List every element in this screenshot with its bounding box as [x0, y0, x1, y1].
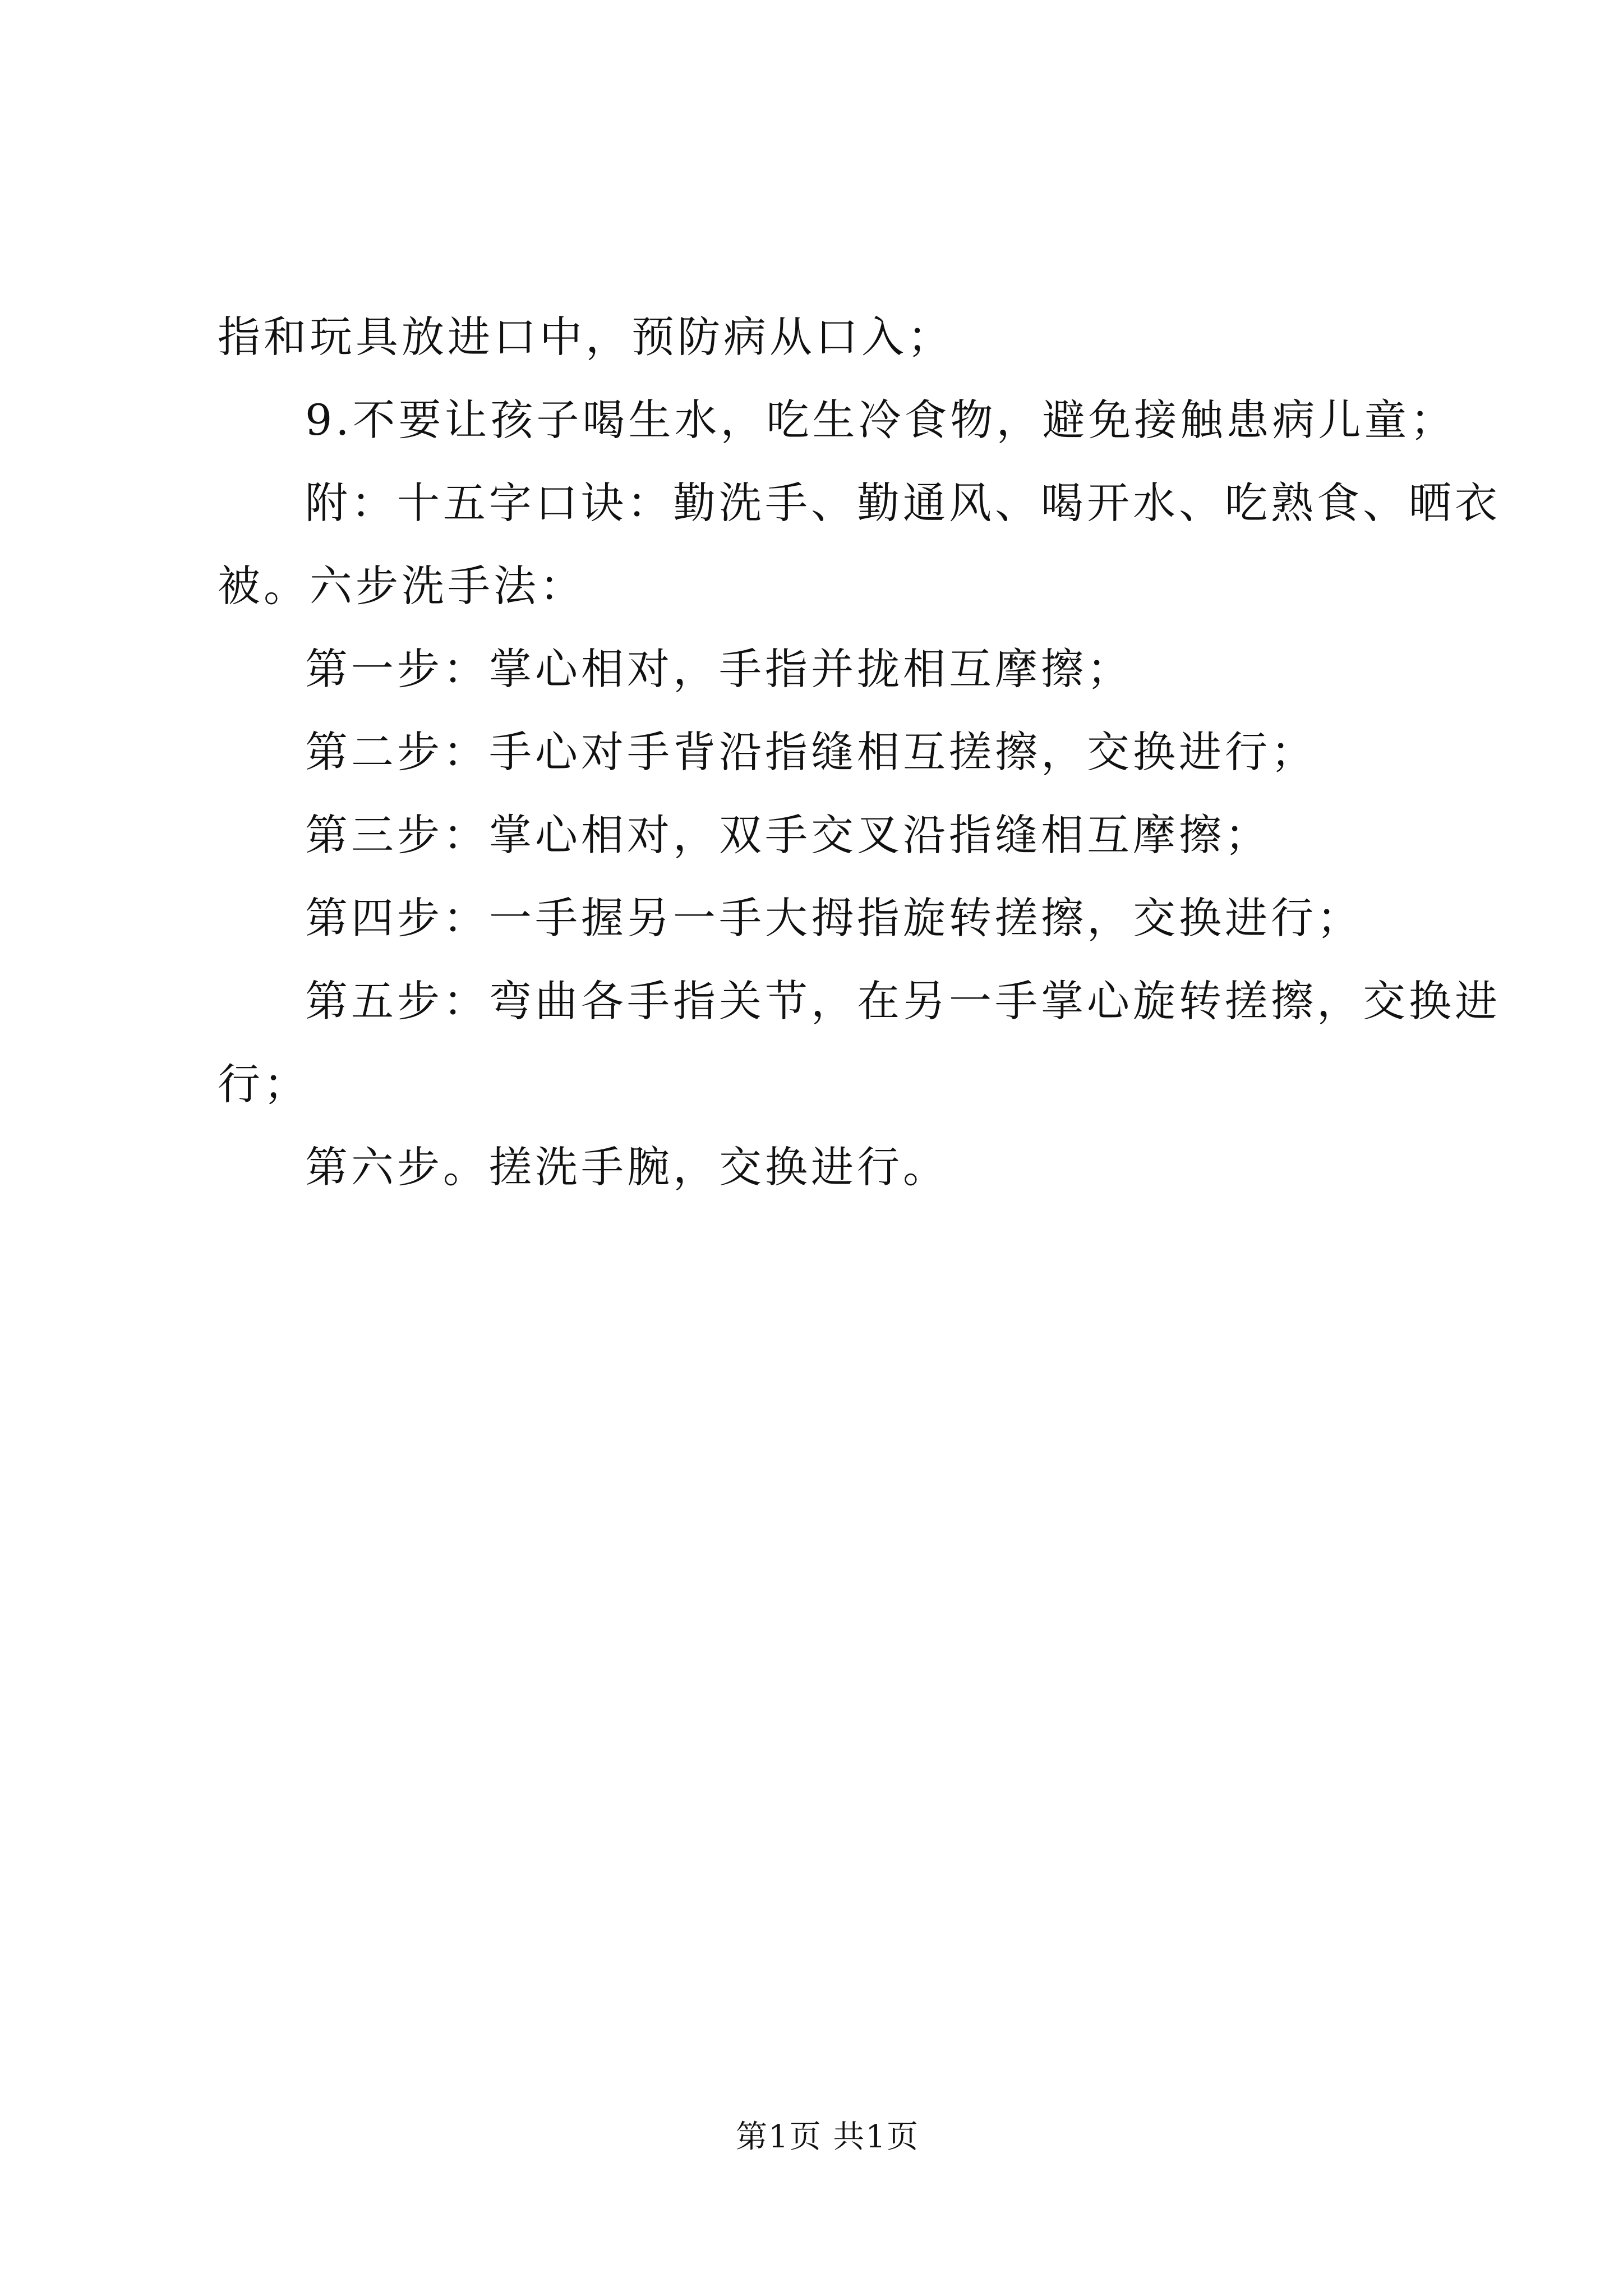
- text-line-6: 第二步：手心对手背沿指缝相互搓擦，交换进行；: [305, 727, 1317, 777]
- text-line-4: 被。六步洗手法：: [218, 561, 585, 611]
- text-line-3: 附：十五字口诀：勤洗手、勤通风、喝开水、吃熟食、晒衣: [305, 478, 1501, 528]
- text-line-10: 行；: [218, 1059, 310, 1109]
- text-line-5: 第一步：掌心相对，手指并拢相互摩擦；: [305, 644, 1133, 694]
- text-line-2: 9.不要让孩子喝生水，吃生冷食物，避免接触患病儿童；: [305, 395, 1456, 445]
- text-line-9: 第五步：弯曲各手指关节，在另一手掌心旋转搓擦，交换进: [305, 976, 1501, 1026]
- page-number-footer: 第1页 共1页: [736, 2119, 920, 2155]
- text-line-11: 第六步。搓洗手腕，交换进行。: [305, 1142, 949, 1192]
- text-line-7: 第三步：掌心相对，双手交叉沿指缝相互摩擦；: [305, 810, 1271, 860]
- text-line-1: 指和玩具放进口中，预防病从口入；: [218, 312, 953, 362]
- text-line-8: 第四步：一手握另一手大拇指旋转搓擦，交换进行；: [305, 893, 1363, 943]
